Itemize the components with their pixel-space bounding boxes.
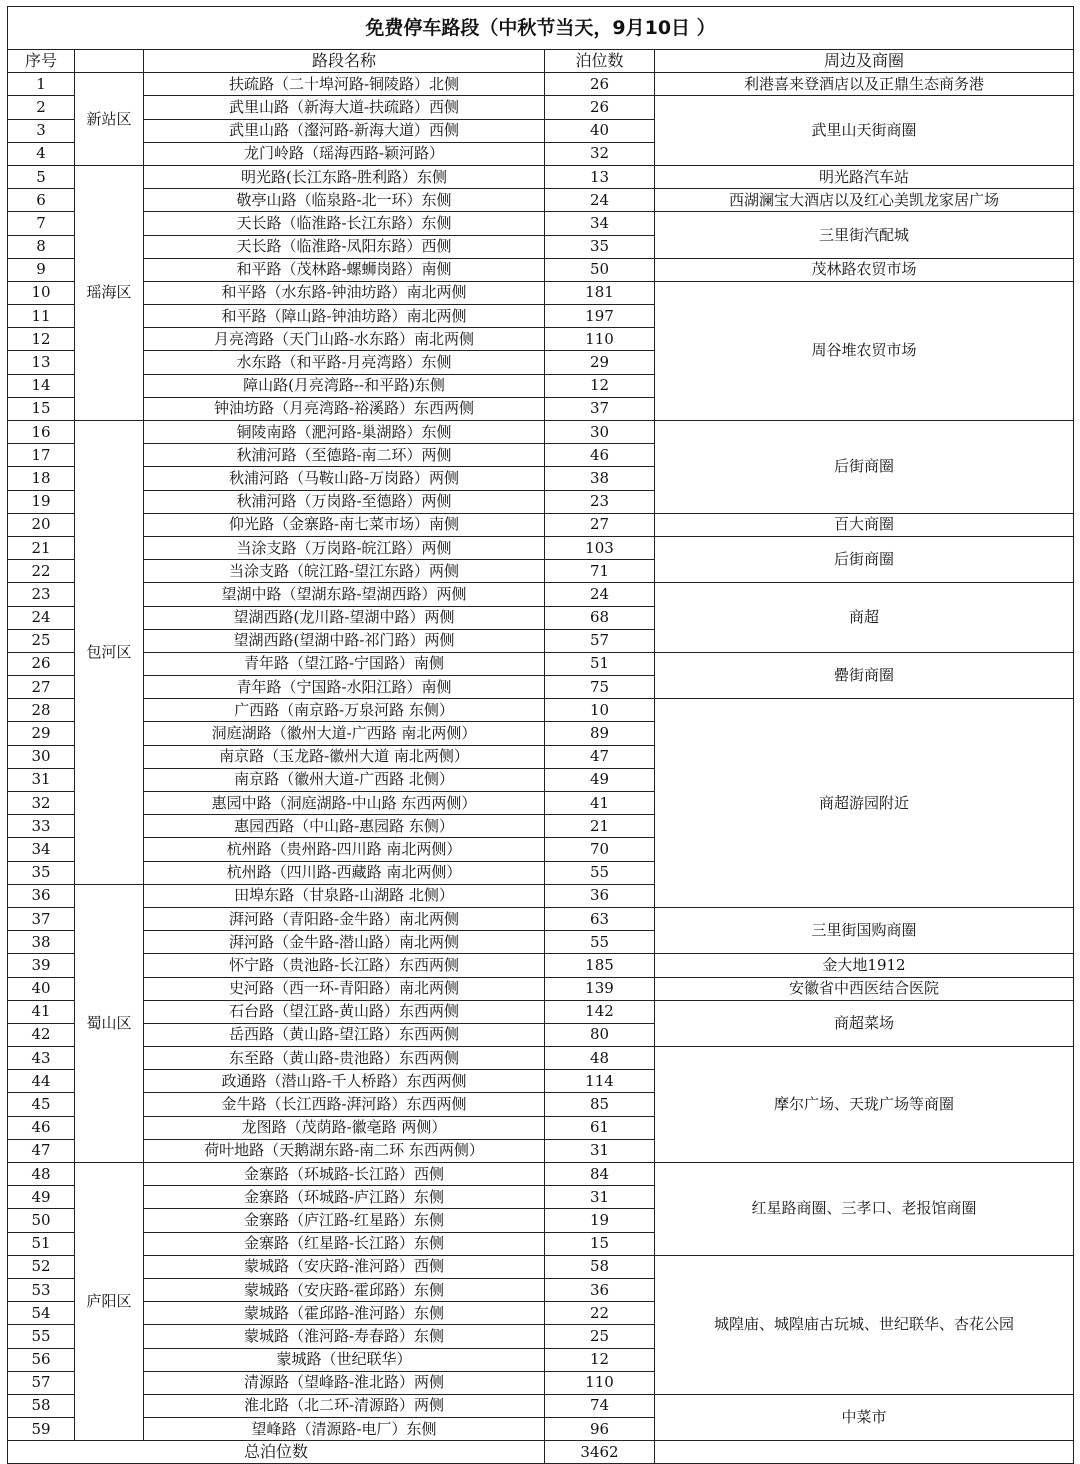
spot-count: 70 <box>545 838 655 861</box>
road-name: 惠园中路（洞庭湖路-中山路 东西两侧） <box>144 792 545 815</box>
spot-count: 13 <box>545 165 655 188</box>
road-name: 杭州路（四川路-西藏路 南北两侧） <box>144 861 545 884</box>
row-number: 32 <box>8 792 75 815</box>
road-name: 蒙城路（霍邱路-淮河路）东侧 <box>144 1302 545 1325</box>
area-cell: 摩尔广场、天珑广场等商圈 <box>655 1047 1074 1163</box>
spot-count: 114 <box>545 1070 655 1093</box>
row-number: 3 <box>8 119 75 142</box>
table-row <box>8 583 1074 606</box>
road-name: 石台路（望江路-黄山路）东西两侧 <box>144 1000 545 1023</box>
road-name: 当涂支路（皖江路-望江东路）两侧 <box>144 560 545 583</box>
row-number: 40 <box>8 977 75 1000</box>
road-name: 敬亭山路（临泉路-北一环）东侧 <box>144 189 545 212</box>
row-number: 39 <box>8 954 75 977</box>
spot-count: 36 <box>545 884 655 907</box>
spot-count: 38 <box>545 467 655 490</box>
area-cell: 茂林路农贸市场 <box>655 258 1074 281</box>
area-cell: 红星路商圈、三孝口、老报馆商圈 <box>655 1163 1074 1256</box>
spot-count: 110 <box>545 1371 655 1394</box>
header-seq: 序号 <box>8 50 75 73</box>
spot-count: 57 <box>545 629 655 652</box>
area-cell: 城隍庙、城隍庙古玩城、世纪联华、杏花公园 <box>655 1255 1074 1394</box>
spot-count: 68 <box>545 606 655 629</box>
road-name: 荷叶地路（天鹅湖东路-南二环 东西两侧） <box>144 1139 545 1162</box>
table-row <box>8 513 1074 536</box>
row-number: 33 <box>8 815 75 838</box>
spot-count: 26 <box>545 73 655 96</box>
road-name: 望湖西路(望湖中路-祁门路）两侧 <box>144 629 545 652</box>
road-name: 铜陵南路（淝河路-巢湖路）东侧 <box>144 421 545 444</box>
row-number: 8 <box>8 235 75 258</box>
road-name: 惠园西路（中山路-惠园路 东侧） <box>144 815 545 838</box>
row-number: 53 <box>8 1278 75 1301</box>
road-name: 钟油坊路（月亮湾路-裕溪路）东西两侧 <box>144 397 545 420</box>
table-row <box>8 281 1074 304</box>
row-number: 52 <box>8 1255 75 1278</box>
spot-count: 21 <box>545 815 655 838</box>
table-row <box>8 699 1074 722</box>
area-cell: 百大商圈 <box>655 513 1074 536</box>
row-number: 5 <box>8 165 75 188</box>
area-cell: 明光路汽车站 <box>655 165 1074 188</box>
area-cell: 后街商圈 <box>655 536 1074 582</box>
row-number: 18 <box>8 467 75 490</box>
area-cell: 商超 <box>655 583 1074 653</box>
road-name: 当涂支路（万岗路-皖江路）两侧 <box>144 536 545 559</box>
road-name: 月亮湾路（天门山路-水东路）南北两侧 <box>144 328 545 351</box>
spot-count: 19 <box>545 1209 655 1232</box>
road-name: 秋浦河路（至德路-南二环）两侧 <box>144 444 545 467</box>
row-number: 59 <box>8 1418 75 1441</box>
road-name: 天长路（临淮路-凤阳东路）西侧 <box>144 235 545 258</box>
road-name: 望湖中路（望湖东路-望湖西路）两侧 <box>144 583 545 606</box>
road-name: 金寨路（环城路-长江路）西侧 <box>144 1163 545 1186</box>
header-row <box>8 50 1074 73</box>
row-number: 7 <box>8 212 75 235</box>
spot-count: 96 <box>545 1418 655 1441</box>
spot-count: 46 <box>545 444 655 467</box>
row-number: 57 <box>8 1371 75 1394</box>
table-row <box>8 1394 1074 1417</box>
spot-count: 37 <box>545 397 655 420</box>
row-number: 9 <box>8 258 75 281</box>
row-number: 36 <box>8 884 75 907</box>
road-name: 武里山路（新海大道-扶疏路）西侧 <box>144 96 545 119</box>
spot-count: 24 <box>545 189 655 212</box>
row-number: 34 <box>8 838 75 861</box>
area-cell: 西湖澜宝大酒店以及红心美凯龙家居广场 <box>655 189 1074 212</box>
spot-count: 63 <box>545 907 655 930</box>
area-cell: 三里街国购商圈 <box>655 907 1074 953</box>
road-name: 蒙城路（安庆路-霍邱路）东侧 <box>144 1278 545 1301</box>
row-number: 23 <box>8 583 75 606</box>
row-number: 1 <box>8 73 75 96</box>
area-cell: 后街商圈 <box>655 421 1074 514</box>
spot-count: 12 <box>545 1348 655 1371</box>
road-name: 淮北路（北二环-清源路）两侧 <box>144 1394 545 1417</box>
road-name: 洞庭湖路（徽州大道-广西路 南北两侧） <box>144 722 545 745</box>
row-number: 17 <box>8 444 75 467</box>
spot-count: 48 <box>545 1047 655 1070</box>
row-number: 26 <box>8 652 75 675</box>
row-number: 19 <box>8 490 75 513</box>
row-number: 16 <box>8 421 75 444</box>
table-row <box>8 189 1074 212</box>
road-name: 青年路（望江路-宁国路）南侧 <box>144 652 545 675</box>
row-number: 38 <box>8 931 75 954</box>
road-name: 政通路（潜山路-千人桥路）东西两侧 <box>144 1070 545 1093</box>
area-cell: 中菜市 <box>655 1394 1074 1440</box>
road-name: 岳西路（黄山路-望江路）东西两侧 <box>144 1023 545 1046</box>
road-name: 史河路（西一环-青阳路）南北两侧 <box>144 977 545 1000</box>
header-road: 路段名称 <box>144 50 545 73</box>
spot-count: 31 <box>545 1139 655 1162</box>
road-name: 青年路（宁国路-水阳江路）南侧 <box>144 676 545 699</box>
table-title: 免费停车路段（中秋节当天，9月10日 ） <box>8 7 1074 50</box>
road-name: 南京路（徽州大道-广西路 北侧） <box>144 768 545 791</box>
road-name: 和平路（水东路-钟油坊路）南北两侧 <box>144 281 545 304</box>
row-number: 41 <box>8 1000 75 1023</box>
road-name: 蒙城路（世纪联华） <box>144 1348 545 1371</box>
district-cell: 庐阳区 <box>75 1163 144 1441</box>
district-cell: 包河区 <box>75 421 144 885</box>
road-name: 扶疏路（二十埠河路-铜陵路）北侧 <box>144 73 545 96</box>
spot-count: 142 <box>545 1000 655 1023</box>
row-number: 30 <box>8 745 75 768</box>
spot-count: 61 <box>545 1116 655 1139</box>
road-name: 望湖西路(龙川路-望湖中路）两侧 <box>144 606 545 629</box>
row-number: 35 <box>8 861 75 884</box>
area-cell: 商超游园附近 <box>655 699 1074 908</box>
row-number: 55 <box>8 1325 75 1348</box>
row-number: 56 <box>8 1348 75 1371</box>
road-name: 金寨路（庐江路-红星路）东侧 <box>144 1209 545 1232</box>
spot-count: 55 <box>545 931 655 954</box>
spot-count: 24 <box>545 583 655 606</box>
header-spots: 泊位数 <box>545 50 655 73</box>
row-number: 21 <box>8 536 75 559</box>
row-number: 10 <box>8 281 75 304</box>
row-number: 25 <box>8 629 75 652</box>
road-name: 湃河路（金牛路-潜山路）南北两侧 <box>144 931 545 954</box>
road-name: 明光路(长江东路-胜利路）东侧 <box>144 165 545 188</box>
spot-count: 22 <box>545 1302 655 1325</box>
spot-count: 12 <box>545 374 655 397</box>
spot-count: 74 <box>545 1394 655 1417</box>
table-row <box>8 954 1074 977</box>
spot-count: 71 <box>545 560 655 583</box>
spot-count: 15 <box>545 1232 655 1255</box>
road-name: 武里山路（瀣河路-新海大道）西侧 <box>144 119 545 142</box>
road-name: 金寨路（红星路-长江路）东侧 <box>144 1232 545 1255</box>
table-row <box>8 1255 1074 1278</box>
spot-count: 47 <box>545 745 655 768</box>
parking-table <box>7 6 1074 1464</box>
road-name: 仰光路（金寨路-南七菜市场）南侧 <box>144 513 545 536</box>
spot-count: 34 <box>545 212 655 235</box>
road-name: 龙图路（茂荫路-徽亳路 两侧） <box>144 1116 545 1139</box>
spot-count: 32 <box>545 142 655 165</box>
row-number: 58 <box>8 1394 75 1417</box>
road-name: 湃河路（青阳路-金牛路）南北两侧 <box>144 907 545 930</box>
row-number: 6 <box>8 189 75 212</box>
table-row <box>8 536 1074 559</box>
table-row <box>8 212 1074 235</box>
table-row <box>8 977 1074 1000</box>
row-number: 14 <box>8 374 75 397</box>
spot-count: 181 <box>545 281 655 304</box>
row-number: 31 <box>8 768 75 791</box>
spot-count: 55 <box>545 861 655 884</box>
road-name: 清源路（望峰路-淮北路）两侧 <box>144 1371 545 1394</box>
spot-count: 110 <box>545 328 655 351</box>
total-value: 3462 <box>545 1441 655 1464</box>
road-name: 和平路（障山路-钟油坊路）南北两侧 <box>144 305 545 328</box>
row-number: 45 <box>8 1093 75 1116</box>
row-number: 12 <box>8 328 75 351</box>
spot-count: 103 <box>545 536 655 559</box>
table-row <box>8 1000 1074 1023</box>
area-cell: 金大地1912 <box>655 954 1074 977</box>
row-number: 13 <box>8 351 75 374</box>
table-row <box>8 421 1074 444</box>
spot-count: 80 <box>545 1023 655 1046</box>
area-cell: 利港喜来登酒店以及正鼎生态商务港 <box>655 73 1074 96</box>
row-number: 20 <box>8 513 75 536</box>
spot-count: 23 <box>545 490 655 513</box>
district-cell: 新站区 <box>75 73 144 166</box>
spot-count: 30 <box>545 421 655 444</box>
spot-count: 85 <box>545 1093 655 1116</box>
road-name: 杭州路（贵州路-四川路 南北两侧） <box>144 838 545 861</box>
header-district <box>75 50 144 73</box>
spot-count: 31 <box>545 1186 655 1209</box>
area-cell: 三里街汽配城 <box>655 212 1074 258</box>
spot-count: 75 <box>545 676 655 699</box>
row-number: 49 <box>8 1186 75 1209</box>
road-name: 龙门岭路（瑶海西路-颖河路） <box>144 142 545 165</box>
spot-count: 27 <box>545 513 655 536</box>
row-number: 2 <box>8 96 75 119</box>
table-row <box>8 1163 1074 1186</box>
header-area: 周边及商圈 <box>655 50 1074 73</box>
spot-count: 197 <box>545 305 655 328</box>
title-row <box>8 7 1074 50</box>
area-cell: 武里山天街商圈 <box>655 96 1074 166</box>
district-cell: 蜀山区 <box>75 884 144 1162</box>
row-number: 24 <box>8 606 75 629</box>
table-row <box>8 73 1074 96</box>
spot-count: 26 <box>545 96 655 119</box>
road-name: 蒙城路（淮河路-寿春路）东侧 <box>144 1325 545 1348</box>
row-number: 27 <box>8 676 75 699</box>
table-row <box>8 652 1074 675</box>
row-number: 42 <box>8 1023 75 1046</box>
spot-count: 58 <box>545 1255 655 1278</box>
spot-count: 10 <box>545 699 655 722</box>
total-empty-cell <box>655 1441 1074 1464</box>
table-row <box>8 96 1074 119</box>
road-name: 广西路（南京路-万泉河路 东侧） <box>144 699 545 722</box>
total-row <box>8 1441 1074 1464</box>
road-name: 望峰路（清源路-电厂）东侧 <box>144 1418 545 1441</box>
area-cell: 安徽省中西医结合医院 <box>655 977 1074 1000</box>
spot-count: 51 <box>545 652 655 675</box>
spot-count: 49 <box>545 768 655 791</box>
row-number: 44 <box>8 1070 75 1093</box>
row-number: 4 <box>8 142 75 165</box>
district-cell: 瑶海区 <box>75 165 144 420</box>
row-number: 47 <box>8 1139 75 1162</box>
spot-count: 35 <box>545 235 655 258</box>
row-number: 43 <box>8 1047 75 1070</box>
road-name: 南京路（玉龙路-徽州大道 南北两侧） <box>144 745 545 768</box>
row-number: 22 <box>8 560 75 583</box>
area-cell: 商超菜场 <box>655 1000 1074 1046</box>
row-number: 28 <box>8 699 75 722</box>
spot-count: 185 <box>545 954 655 977</box>
row-number: 51 <box>8 1232 75 1255</box>
row-number: 48 <box>8 1163 75 1186</box>
road-name: 怀宁路（贵池路-长江路）东西两侧 <box>144 954 545 977</box>
table-row <box>8 165 1074 188</box>
road-name: 金寨路（环城路-庐江路）东侧 <box>144 1186 545 1209</box>
row-number: 50 <box>8 1209 75 1232</box>
road-name: 障山路(月亮湾路--和平路)东侧 <box>144 374 545 397</box>
road-name: 蒙城路（安庆路-淮河路）西侧 <box>144 1255 545 1278</box>
row-number: 54 <box>8 1302 75 1325</box>
road-name: 金牛路（长江西路-湃河路）东西两侧 <box>144 1093 545 1116</box>
road-name: 田埠东路（甘泉路-山湖路 北侧） <box>144 884 545 907</box>
row-number: 11 <box>8 305 75 328</box>
spot-count: 29 <box>545 351 655 374</box>
row-number: 29 <box>8 722 75 745</box>
road-name: 水东路（和平路-月亮湾路）东侧 <box>144 351 545 374</box>
spot-count: 40 <box>545 119 655 142</box>
spot-count: 89 <box>545 722 655 745</box>
table-row <box>8 907 1074 930</box>
spot-count: 36 <box>545 1278 655 1301</box>
road-name: 东至路（黄山路-贵池路）东西两侧 <box>144 1047 545 1070</box>
spot-count: 50 <box>545 258 655 281</box>
row-number: 15 <box>8 397 75 420</box>
road-name: 秋浦河路（万岗路-至德路）两侧 <box>144 490 545 513</box>
road-name: 秋浦河路（马鞍山路-万岗路）两侧 <box>144 467 545 490</box>
total-label: 总泊位数 <box>8 1441 545 1464</box>
area-cell: 周谷堆农贸市场 <box>655 281 1074 420</box>
table-row <box>8 1047 1074 1070</box>
area-cell: 罍街商圈 <box>655 652 1074 698</box>
road-name: 天长路（临淮路-长江东路）东侧 <box>144 212 545 235</box>
row-number: 46 <box>8 1116 75 1139</box>
spot-count: 84 <box>545 1163 655 1186</box>
row-number: 37 <box>8 907 75 930</box>
spot-count: 139 <box>545 977 655 1000</box>
road-name: 和平路（茂林路-螺蛳岗路）南侧 <box>144 258 545 281</box>
table-row <box>8 258 1074 281</box>
spot-count: 25 <box>545 1325 655 1348</box>
spot-count: 41 <box>545 792 655 815</box>
